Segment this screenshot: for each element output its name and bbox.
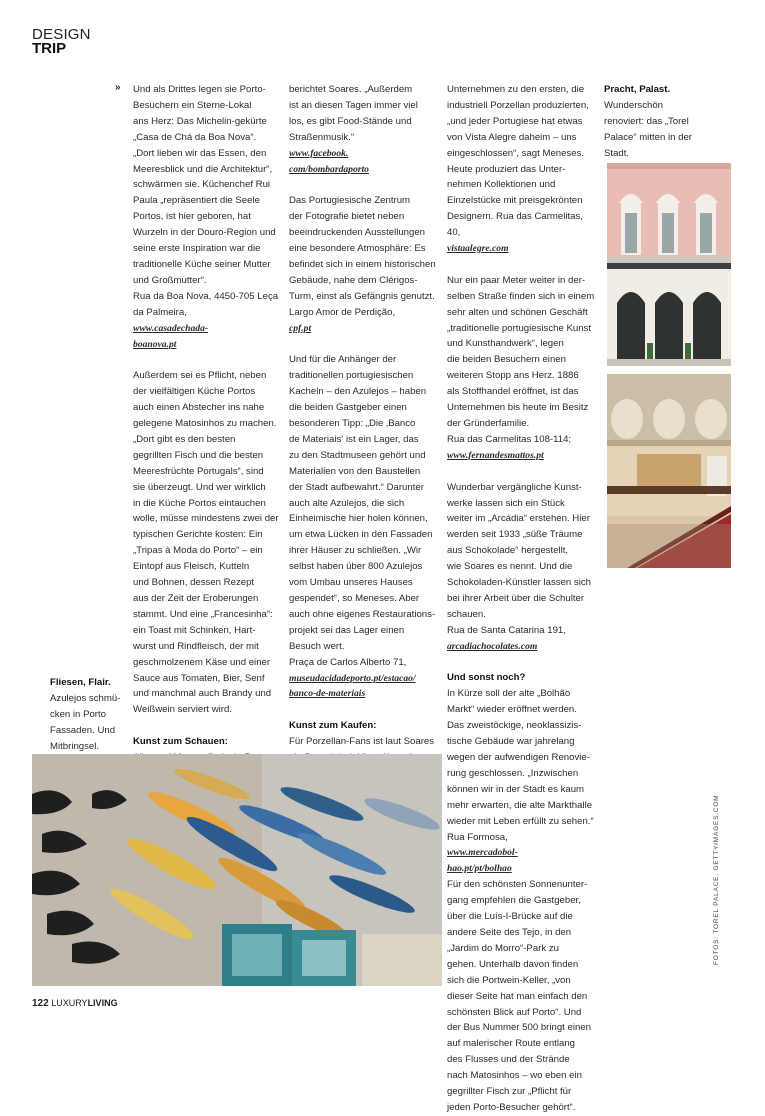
text-line: Gebäude, nahe dem Clérigos- (289, 274, 418, 286)
text-line: nach Matosinhos – wo eben ein (447, 1070, 582, 1082)
text-line: Fassaden. Und (50, 724, 116, 736)
text-line: Paula „repräsentiert die Seele (133, 195, 260, 207)
text-line: der Fotografie bietet neben (289, 211, 405, 223)
text-line: Stadt. (604, 147, 630, 159)
photo-credit: FOTOS: TOREL PALACE, GETTYIMAGES.COM (713, 794, 720, 965)
text-line: Markt“ wieder eröffnet werden. (447, 704, 577, 716)
text-line: Portos, ist hier geboren, hat (133, 211, 251, 223)
text-line: Kacheln – den Azulejos – haben (289, 386, 427, 398)
text-line: Rua da Boa Nova, 4450-705 Leça (133, 290, 279, 302)
col1-block-a (133, 82, 281, 321)
text-line: die beiden Gastgeber einen (289, 402, 407, 414)
text-line: Materialien von den Baustellen (289, 465, 421, 477)
text-line: Schokoladen-Künstler lassen sich (447, 577, 591, 589)
palace-interior-photo (607, 374, 731, 568)
text-line: Wunderschön (604, 99, 664, 111)
text-line: Meeresfrüchte Portugals“, sind (133, 465, 264, 477)
text-line: der Stadt aufbewahrt.“ Darunter (289, 481, 424, 493)
text-line: auch einen Abstecher ins nahe (133, 402, 265, 414)
text-line: seine erste Inspiration war die (133, 243, 261, 255)
text-line: Wurzeln in der Douro-Region und (133, 227, 276, 239)
text-line: Rua das Carmelitas 108-114; (447, 433, 572, 445)
heading-kunst-zum-kaufen: Kunst zum Kaufen: (289, 720, 377, 732)
text-line: nehmen Kollektionen und (447, 179, 556, 191)
caption-fliesen (50, 675, 120, 755)
text-line: sehr alten und schönen Geschäft (447, 306, 588, 318)
text-line: andere Seite des Tejo, in den (447, 926, 572, 938)
text-line: Wunderbar vergängliche Kunst- (447, 481, 582, 493)
text-line: Für Porzellan-Fans ist laut Soares (289, 736, 435, 748)
text-line: Für den schönsten Sonnenunter- (447, 879, 588, 891)
text-line: um etwa Lücken in den Fassaden (289, 529, 433, 541)
text-column-1 (133, 82, 281, 845)
link-mercadobolhao[interactable]: www.mercadobol- (447, 847, 518, 859)
text-line: auf malerischer Route entlang (447, 1038, 575, 1050)
text-line: vom Umbau unseres Hauses (289, 577, 413, 589)
text-column-2 (289, 82, 436, 861)
caption-heading: Pracht, Palast. (604, 84, 671, 95)
text-line: eine besondere Atmosphäre: Es (289, 243, 426, 255)
text-line: befindet sich in einem historischen (289, 258, 436, 270)
link-casadechada-cont[interactable]: boanova.pt (133, 338, 177, 350)
text-line: selben Straße finden sich in einem (447, 290, 595, 302)
heading-kunst-zum-schauen: Kunst zum Schauen: (133, 736, 228, 748)
text-line: von Vista Alegre daheim – uns (447, 131, 577, 143)
text-line: sich die Portwein-Keller, „von (447, 974, 571, 986)
text-line: Mitbringsel. (50, 740, 100, 752)
palace-facade-photo (607, 163, 731, 366)
col2-block-c (289, 352, 436, 670)
text-line: in die Küche Portos eintauchen (133, 497, 266, 509)
text-line: gespendet“, so Meneses. Aber (289, 592, 420, 604)
text-line: „Jardim do Morro“-Park zu (447, 942, 559, 954)
text-line: mehr erwarten, die alte Markthalle (447, 799, 593, 811)
text-line: Und als Drittes legen sie Porto- (133, 84, 266, 95)
text-line: Rua de Santa Catarina 191, (447, 624, 566, 636)
text-line: Das Portugiesische Zentrum (289, 195, 411, 207)
text-line: Heute produziert das Unter- (447, 163, 566, 175)
text-line: berichtet Soares. „Außerdem (289, 84, 413, 95)
text-line: auch ohne eigenes Restaurations- (289, 608, 436, 620)
text-line: tische Gebäude war jahrelang (447, 736, 575, 748)
text-line: projekt sei das Lager einen (289, 624, 405, 636)
text-line: werke lassen sich ein Stück (447, 497, 565, 509)
text-line: eingeschlossen“, sagt Meneses. (447, 147, 585, 159)
text-line: „traditionelle portugiesische Kunst (447, 322, 591, 334)
caption-lines (50, 691, 120, 755)
heading-und-sonst-noch: Und sonst noch? (447, 672, 526, 684)
text-line: Rua Formosa, (447, 831, 508, 843)
text-line: beeindruckenden Ausstellungen (289, 227, 426, 239)
text-line: ein Toast mit Schinken, Hart- (133, 624, 256, 636)
text-line: Und für die Anhänger der (289, 354, 397, 366)
text-line: wurst und Rindfleisch, der mit (133, 640, 259, 652)
link-vistaalegre[interactable]: vistaalegre.com (447, 243, 509, 255)
text-line: wieder mit Leben erfüllt zu sehen.“ (447, 815, 594, 827)
text-column-3 (447, 82, 594, 1116)
caption-pracht (604, 82, 692, 162)
page-number: 122 (32, 998, 49, 1009)
text-line: bei ihrer Arbeit über die Schulter (447, 592, 585, 604)
text-line: wolle, müsse mindestens zwei der (133, 513, 279, 525)
text-line: Straßenmusik.“ (289, 131, 355, 143)
text-line: gegrillter Fisch zur „Pflicht für (447, 1086, 572, 1098)
text-line: Palace“ mitten in der (604, 131, 692, 143)
text-line: der Bus Nummer 500 bringt einen (447, 1022, 591, 1034)
page-footer (32, 998, 118, 1009)
text-line: Largo Amor de Perdição, (289, 306, 396, 318)
brand-luxury: LUXURY (51, 998, 88, 1008)
text-line: „Dort lieben wir das Essen, den (133, 147, 267, 159)
text-line: rung geschlossen. „Inzwischen (447, 767, 579, 779)
text-line: und Bohnen, dessen Rezept (133, 577, 255, 589)
text-line: industriell Porzellan produzierten, (447, 99, 589, 111)
link-casadechada[interactable]: www.casadechada- (133, 322, 209, 334)
text-line: besonderen Tipp: „Die ‚Banco (289, 418, 416, 429)
text-line: Azulejos schmü- (50, 692, 121, 704)
text-line: geschmolzenem Käse und einer (133, 656, 271, 668)
text-line: stammt. Und eine „Francesinha“: (133, 608, 273, 620)
text-line: auch alte Azulejos, die sich (289, 497, 405, 509)
col2-block-a (289, 82, 436, 146)
text-line: ist an diesen Tagen immer viel (289, 99, 418, 111)
start-arrow-icon: » (115, 82, 121, 93)
text-line: Besuch wert. (289, 640, 345, 652)
link-facebook[interactable]: www.facebook. (289, 147, 349, 159)
text-line: schwärmen sie. Küchenchef Rui (133, 179, 271, 191)
text-line: weiter im „Arcádia“ erstehen. Hier (447, 513, 590, 525)
text-line: aus der Zeit der Eroberungen (133, 592, 259, 604)
text-line: Nur ein paar Meter weiter in der- (447, 274, 586, 286)
ceramic-fish-photo (32, 754, 442, 986)
text-line: des Flusses und der Strände (447, 1054, 570, 1066)
text-line: Einzelstücke mit preisgekrönten (447, 195, 583, 207)
magazine-brand (51, 998, 117, 1008)
section-label: DESIGN (32, 26, 91, 43)
text-line: Das zweistöckige, neoklassizis- (447, 720, 582, 732)
text-line: Einheimische hier holen können, (289, 513, 428, 525)
text-line: traditionellen portugiesischen (289, 370, 414, 382)
link-cpf[interactable]: cpf.pt (289, 322, 312, 334)
text-line: aus Schokolade“ hergestellt, (447, 545, 569, 557)
text-line: und Großmutter“. (133, 274, 207, 286)
text-line: gehen. Unterhalb davon finden (447, 958, 579, 970)
text-line: Meeresblick und die Architektur“, (133, 163, 273, 175)
text-line: zu den Stadtmuseen gehört und (289, 449, 426, 461)
col3-block-e (447, 877, 594, 1116)
text-line: können wir in der Stadt es kaum (447, 783, 585, 795)
link-fernandesmattos[interactable]: www.fernandesmattos.pt (447, 449, 544, 461)
link-museu[interactable]: museudacidadeporto.pt/estacao/ (289, 672, 416, 684)
text-line: weiteren Stopp ans Herz. 1886 (447, 370, 579, 382)
col3-block-a (447, 82, 594, 241)
text-line: „Dort gibt es den besten (133, 433, 236, 445)
text-line: gang empfehlen die Gastgeber, (447, 895, 581, 907)
link-museu-cont[interactable]: banco-de-materiais (289, 688, 366, 700)
text-line: gelegene Matosinhos zu machen. (133, 418, 277, 430)
text-line: schönsten Blick auf Porto“. Und (447, 1006, 582, 1018)
text-line: werden seit 1933 „süße Träume (447, 529, 583, 541)
text-line: wie Soares es nennt. Und die (447, 561, 573, 573)
text-line: typischen Gerichte kosten: Ein (133, 529, 263, 541)
text-line: 40, (447, 227, 461, 239)
col1-block-b (133, 368, 281, 718)
text-line: „und jeder Portugiese hat etwas (447, 115, 583, 127)
link-facebook-cont[interactable]: com/bombardaporto (289, 163, 369, 175)
col3-block-c (447, 480, 594, 639)
text-line: schauen. (447, 608, 486, 620)
text-line: da Palmeira, (133, 306, 187, 318)
caption-heading: Fliesen, Flair. (50, 677, 111, 688)
col3-block-b (447, 273, 594, 448)
text-line: Turm, einst als Gefängnis genutzt. (289, 290, 435, 302)
text-line: und Kunsthandwerk“, legen (447, 338, 564, 350)
text-line: Unternehmen zu den ersten, die (447, 84, 585, 95)
text-line: Unternehmen bis heute im Besitz (447, 402, 589, 414)
text-line: Besuchern ein Sterne-Lokal (133, 99, 252, 111)
col3-block-d (447, 686, 594, 845)
text-line: die beiden Besuchern einen (447, 354, 566, 366)
brand-living: LIVING (87, 998, 118, 1008)
text-line: jeden Porto-Besucher gehört“. (447, 1101, 576, 1113)
text-line: Weißwein serviert wird. (133, 704, 232, 716)
text-line: und manchmal auch Brandy und (133, 688, 272, 700)
text-line: In Kürze soll der alte „Bolhão (447, 688, 571, 700)
text-line: ihrer Häuser zu schließen. „Wir (289, 545, 422, 557)
link-arcadia[interactable]: arcadiachocolates.com (447, 640, 538, 652)
text-line: über die Luís-I-Brücke auf die (447, 911, 573, 923)
text-line: als Stoffhandel eröffnet, ist das (447, 386, 579, 398)
text-line: cken in Porto (50, 708, 106, 720)
text-line: der vielfältigen Küche Portos (133, 386, 256, 398)
text-line: Praça de Carlos Alberto 71, (289, 656, 407, 668)
text-line: der Gründerfamilie. (447, 418, 530, 430)
text-line: gegrillten Fisch und die besten (133, 449, 264, 461)
section-title: TRIP (32, 40, 67, 57)
text-line: „Tripas à Moda do Porto“ – ein (133, 545, 263, 557)
text-line: sie überzeugt. Und wer wirklich (133, 481, 266, 493)
text-line: „Casa de Chá da Boa Nova“. (133, 131, 257, 143)
text-line: traditionelle Küche seiner Mutter (133, 258, 271, 270)
text-line: Außerdem sei es Pflicht, neben (133, 370, 267, 382)
text-line: wegen der aufwendigen Renovie- (447, 752, 590, 764)
text-line: Designern. Rua das Carmelitas, (447, 211, 583, 223)
text-line: los, es gibt Food-Stände und (289, 115, 412, 127)
text-line: Sauce aus Tomaten, Bier, Senf (133, 672, 265, 684)
text-line: de Materiais‘ ist ein Lager, das (289, 433, 419, 445)
text-line: renoviert: das „Torel (604, 115, 689, 127)
col2-block-b (289, 193, 436, 320)
text-line: selbst haben über 800 Azulejos (289, 561, 423, 573)
text-line: dieser Seite hat man einfach den (447, 990, 588, 1002)
text-line: Eintopf aus Fleisch, Kutteln (133, 561, 250, 573)
caption-lines (604, 98, 692, 162)
link-mercadobolhao-cont[interactable]: hao.pt/pt/bolhao (447, 863, 512, 875)
text-line: ans Herz: Das Michelin-gekürte (133, 115, 267, 127)
